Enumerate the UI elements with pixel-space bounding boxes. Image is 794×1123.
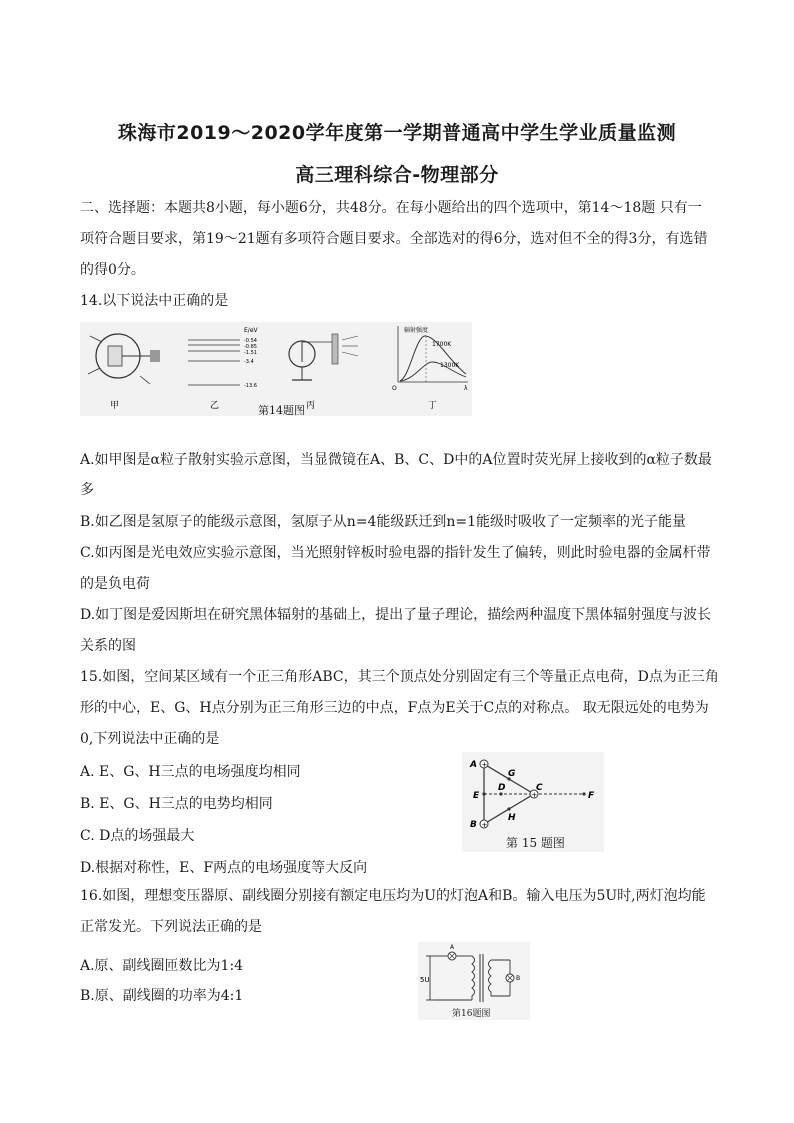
lamp-a-label: A	[450, 944, 455, 951]
q15-figure	[462, 752, 604, 852]
q14-option-c-line-1: C.如丙图是光电效应实验示意图，当光照射锌板时验电器的指针发生了偏转，则此时验电器的金属杆带	[80, 545, 711, 561]
level-1: -13.6	[244, 383, 257, 389]
q16-stem-line-2: 正常发光。下列说法正确的是	[80, 919, 262, 935]
point-g-label: G	[508, 769, 516, 779]
point-a-label: A	[470, 760, 477, 770]
q14-figure	[80, 322, 472, 416]
q15-stem-line-1: 15.如图，空间某区域有一个正三角形ABC，其三个顶点处分别固定有三个等量正点电荷，D点为正三角	[80, 669, 719, 685]
q15-option-b: B. E、G、H三点的电势均相同	[80, 796, 273, 812]
figure-bing	[289, 334, 358, 411]
point-d-label: D	[498, 783, 506, 793]
q14-option-d-line-2: 关系的图	[80, 638, 136, 654]
input-voltage-label: 5U	[420, 976, 430, 984]
q15-option-d: D.根据对称性，E、F两点的电场强度等大反向	[80, 860, 368, 876]
svg-text:+: +	[481, 821, 488, 829]
point-f-label: F	[588, 791, 595, 801]
level-2: -3.4	[244, 359, 254, 365]
section-intro-line-2: 项符合题目要求，第19～21题有多项符合题目要求。全部选对的得6分，选对但不全的得3分，有选错	[80, 231, 708, 247]
q15-figure-caption: 第 15 题图	[506, 836, 565, 850]
q14-option-b: B.如乙图是氢原子的能级示意图，氢原子从n=4能级跃迁到n=1能级时吸收了一定频率的光子能量	[80, 514, 687, 530]
q14-option-a-line-1: A.如甲图是α粒子散射实验示意图，当显微镜在A、B、C、D中的A位置时荧光屏上接收到的α粒子数最	[80, 452, 712, 468]
lamp-b-label: B	[516, 975, 521, 982]
q16-option-b: B.原、副线圈的功率为4:1	[80, 988, 244, 1004]
point-c-label: C	[536, 783, 543, 793]
section-intro-line-3: 的得0分。	[80, 262, 145, 278]
exam-subtitle: 高三理科综合-物理部分	[295, 164, 499, 186]
q15-stem-line-2: 形的中心，E、G、H点分别为正三角形三边的中点，F点为E关于C点的对称点。 取无限远处的电势为	[80, 700, 709, 716]
q14-option-d-line-1: D.如丁图是爱因斯坦在研究黑体辐射的基础上，提出了量子理论，描绘两种温度下黑体辐射强度与波长	[80, 607, 712, 623]
temp-1700: 1700K	[432, 341, 452, 348]
origin-label: O	[392, 385, 397, 392]
q14-stem: 14.以下说法中正确的是	[80, 293, 229, 309]
q16-option-a: A.原、副线圈匝数比为1:4	[80, 958, 244, 974]
q14-option-a-line-2: 多	[80, 482, 94, 498]
temp-1300: 1300K	[440, 362, 460, 369]
exam-title: 珠海市2019～2020学年度第一学期普通高中学生学业质量监测	[117, 122, 677, 144]
label-jia: 甲	[110, 401, 120, 411]
figure-ding	[392, 326, 468, 411]
figure-yi	[188, 327, 259, 411]
svg-text:+: +	[481, 761, 488, 769]
label-yi: 乙	[210, 401, 220, 411]
level-4: -0.54	[244, 338, 257, 344]
level-2b: -1.51	[244, 350, 257, 356]
q16-figure-caption: 第16题图	[452, 1009, 491, 1019]
q15-option-a: A. E、G、H三点的电场强度均相同	[80, 764, 301, 780]
q16-stem-line-1: 16.如图，理想变压器原、副线圈分别接有额定电压均为U的灯泡A和B。输入电压为5U时,两灯泡均能	[80, 888, 706, 904]
section-intro-line-1: 二、选择题：本题共8小题，每小题6分，共48分。在每小题给出的四个选项中，第14～18题 只有一	[80, 200, 702, 216]
figure-jia	[88, 334, 160, 411]
q14-option-c-line-2: 的是负电荷	[80, 576, 150, 592]
level-3: -0.85	[244, 344, 257, 350]
lambda-axis-label: λ	[464, 385, 468, 392]
q15-option-c: C. D点的场强最大	[80, 828, 195, 844]
svg-text:+: +	[531, 791, 538, 799]
radiation-label: 辐射强度	[404, 327, 429, 334]
label-bing: 丙	[306, 401, 316, 411]
q15-stem-line-3: 0,下列说法中正确的是	[80, 731, 220, 747]
point-h-label: H	[508, 813, 516, 823]
energy-unit: E/eV	[244, 327, 258, 334]
label-ding: 丁	[428, 401, 438, 411]
q16-figure	[418, 942, 530, 1020]
q14-figure-caption: 第14题图	[258, 404, 305, 417]
point-b-label: B	[470, 820, 477, 830]
point-e-label: E	[473, 791, 480, 801]
